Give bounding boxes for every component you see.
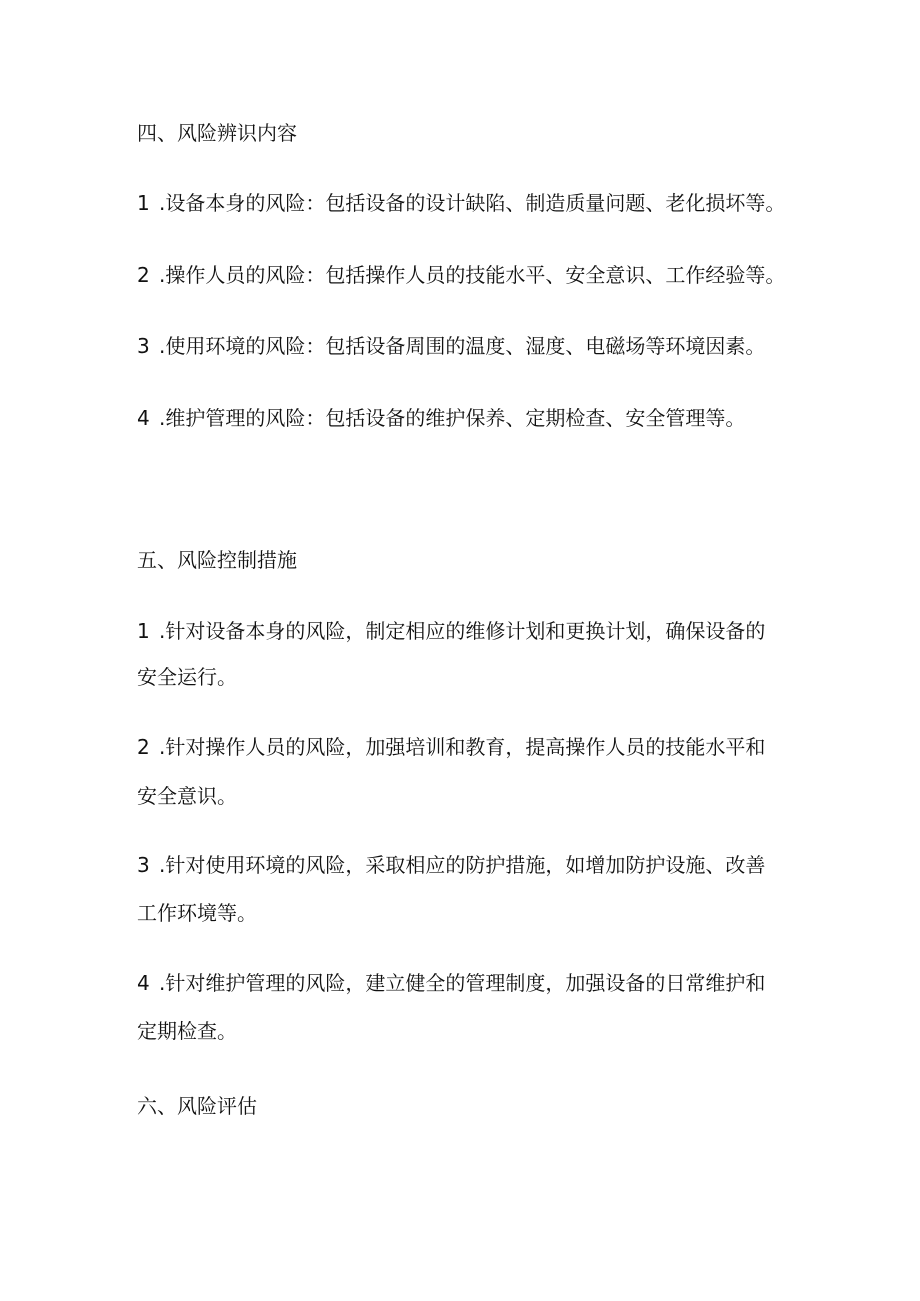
item-number: 4: [137, 406, 150, 430]
item-text: .针对维护管理的风险，建立健全的管理制度，加强设备的日常维护和: [159, 971, 766, 995]
item-number: 1: [137, 191, 150, 215]
item-text: .针对操作人员的风险，加强培训和教育，提高操作人员的技能水平和: [159, 735, 766, 759]
section-4-item-2: [137, 261, 797, 289]
section-5-item-2-line-1: [137, 733, 797, 761]
section-5-item-4-line-1: [137, 969, 797, 997]
section-5-item-3-line-2: 工作环境等。: [137, 901, 257, 925]
item-number: 2: [137, 263, 150, 287]
section-4-item-4: [137, 404, 797, 432]
item-number: 4: [137, 971, 150, 995]
section-5-heading: 五、风险控制措施: [137, 548, 297, 572]
section-5-item-1-line-1: [137, 617, 797, 645]
section-5-item-1-line-2: 安全运行。: [137, 665, 237, 689]
item-number: 3: [137, 334, 150, 358]
section-4-heading: 四、风险辨识内容: [137, 121, 297, 145]
section-4-item-3: [137, 332, 797, 360]
item-text: .使用环境的风险：包括设备周围的温度、湿度、电磁场等环境因素。: [159, 334, 766, 358]
item-text: .设备本身的风险：包括设备的设计缺陷、制造质量问题、老化损坏等。: [159, 191, 786, 215]
section-5-item-2-line-2: 安全意识。: [137, 784, 237, 808]
item-text: .针对设备本身的风险，制定相应的维修计划和更换计划，确保设备的: [159, 619, 766, 643]
item-text: .操作人员的风险：包括操作人员的技能水平、安全意识、工作经验等。: [159, 263, 786, 287]
item-number: 3: [137, 853, 150, 877]
item-number: 2: [137, 735, 150, 759]
section-4-item-1: [137, 189, 797, 217]
item-text: .针对使用环境的风险，采取相应的防护措施，如增加防护设施、改善: [159, 853, 766, 877]
section-6-heading: 六、风险评估: [137, 1094, 257, 1118]
item-number: 1: [137, 619, 150, 643]
section-5-item-3-line-1: [137, 851, 797, 879]
section-5-item-4-line-2: 定期检查。: [137, 1019, 237, 1043]
item-text: .维护管理的风险：包括设备的维护保养、定期检查、安全管理等。: [159, 406, 746, 430]
